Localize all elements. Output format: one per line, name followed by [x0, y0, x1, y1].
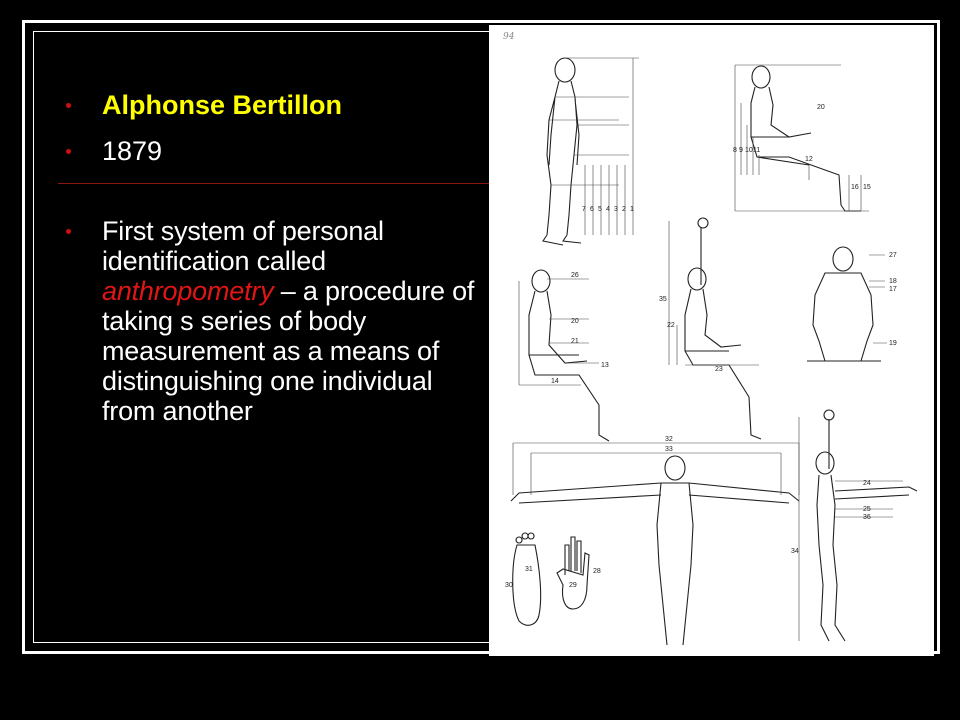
seated-left-labels	[551, 272, 609, 385]
label: 34	[791, 548, 799, 555]
label: 20	[817, 104, 825, 111]
label: 10	[745, 147, 753, 154]
back-view-figure-illustration	[807, 247, 887, 361]
standing-figure-illustration	[543, 58, 639, 245]
label: 35	[659, 296, 667, 303]
label: 19	[889, 340, 897, 347]
bullet-list	[66, 90, 476, 426]
label: 27	[889, 252, 897, 259]
label: 15	[863, 184, 871, 191]
bullet-dot-icon	[66, 103, 71, 108]
back-view-labels	[889, 252, 897, 347]
seated-figure-top-illustration	[735, 65, 869, 211]
label: 12	[805, 156, 813, 163]
anthropometry-figure	[489, 25, 934, 656]
bullet-description	[66, 216, 476, 426]
label: 30	[505, 582, 513, 589]
label: 6	[590, 206, 594, 213]
label: 28	[593, 568, 601, 575]
label: 18	[889, 278, 897, 285]
label: 17	[889, 286, 897, 293]
label: 3	[614, 206, 618, 213]
side-reach-labels	[791, 480, 871, 555]
description-highlight: anthropometry	[102, 276, 274, 306]
label: 24	[863, 480, 871, 487]
bullet-year	[66, 136, 476, 176]
label: 4	[606, 206, 610, 213]
arms-outstretched-figure-illustration	[511, 443, 799, 645]
label: 36	[863, 514, 871, 521]
reaching-figure-illustration	[669, 218, 761, 439]
label: 7	[582, 206, 586, 213]
description-text-end: – a procedure of taking s series of body measurement as a means of distinguishing one individual from another	[102, 276, 475, 426]
label: 13	[601, 362, 609, 369]
label: 31	[525, 566, 533, 573]
seated-top-labels	[733, 104, 871, 191]
bullet-dot-icon	[66, 229, 71, 234]
arms-labels	[665, 436, 673, 453]
bullet-title	[66, 90, 476, 130]
side-reach-figure-illustration	[799, 410, 917, 641]
label: 29	[569, 582, 577, 589]
bullet-dot-icon	[66, 149, 71, 154]
label: 16	[851, 184, 859, 191]
label: 11	[753, 147, 761, 154]
label: 26	[571, 272, 579, 279]
label: 14	[551, 378, 559, 385]
label: 5	[598, 206, 602, 213]
label: 20	[571, 318, 579, 325]
label: 22	[667, 322, 675, 329]
foot-and-hand-illustration	[513, 533, 589, 625]
description-text-start: First system of personal identification called	[102, 216, 384, 276]
year-text: 1879	[102, 136, 163, 166]
label: 9	[739, 147, 743, 154]
label: 23	[715, 366, 723, 373]
title-text: Alphonse Bertillon	[102, 90, 343, 120]
standing-labels	[582, 206, 634, 213]
label: 21	[571, 338, 579, 345]
label: 33	[665, 446, 673, 453]
label: 32	[665, 436, 673, 443]
page-number: 94	[503, 32, 515, 42]
seated-figure-left-illustration	[519, 270, 609, 441]
label: 2	[622, 206, 626, 213]
label: 25	[863, 506, 871, 513]
label: 1	[630, 206, 634, 213]
label: 8	[733, 147, 737, 154]
